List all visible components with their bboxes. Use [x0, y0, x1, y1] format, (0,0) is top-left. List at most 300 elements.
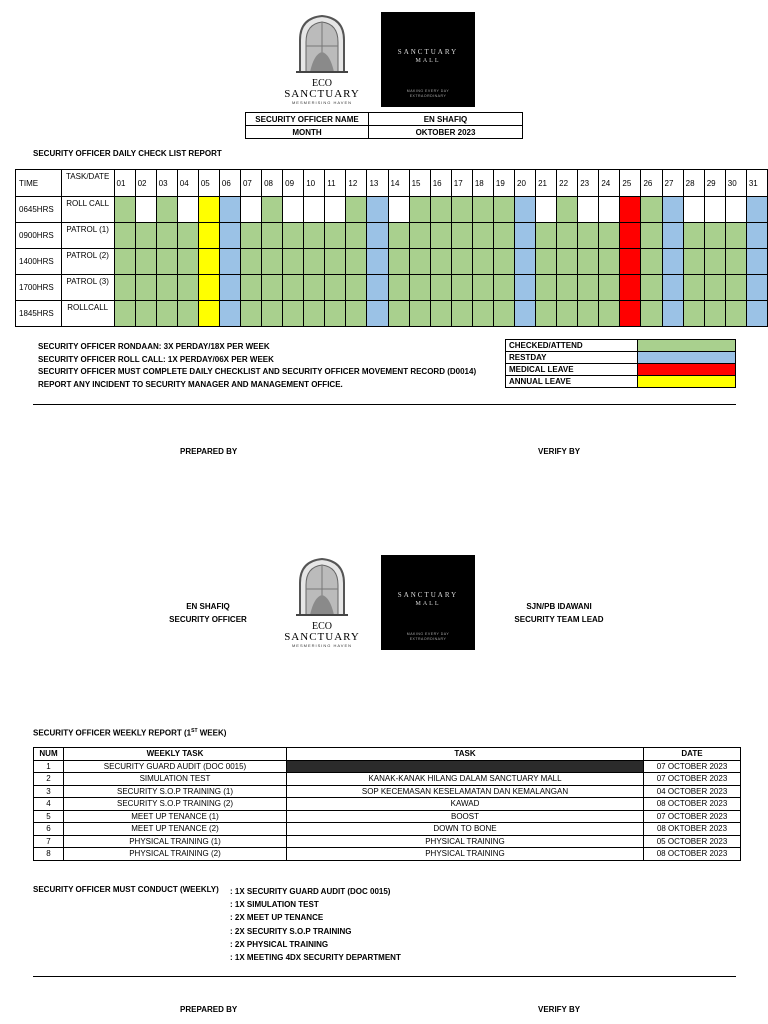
status-cell — [557, 197, 578, 223]
status-cell — [430, 197, 451, 223]
daily-report-title: SECURITY OFFICER DAILY CHECK LIST REPORT — [33, 149, 222, 158]
row-time: 1700HRS — [16, 275, 62, 301]
status-cell — [304, 301, 325, 327]
status-cell — [536, 301, 557, 327]
status-cell — [240, 275, 261, 301]
weekly-row — [34, 810, 741, 823]
status-cell — [430, 223, 451, 249]
day-header: 27 — [662, 170, 683, 197]
row-task: ROLLCALL — [61, 301, 114, 327]
day-header: 22 — [557, 170, 578, 197]
status-cell — [451, 249, 472, 275]
day-header: 25 — [620, 170, 641, 197]
status-cell — [704, 249, 725, 275]
month-value: OKTOBER 2023 — [369, 126, 523, 139]
weekly-header: TASK — [287, 748, 644, 761]
weekly-cell-date: 07 OCTOBER 2023 — [644, 760, 741, 773]
status-cell — [557, 301, 578, 327]
legend-row — [506, 340, 736, 352]
status-cell — [746, 223, 767, 249]
status-cell — [662, 223, 683, 249]
legend-row — [506, 364, 736, 376]
row-time: 1400HRS — [16, 249, 62, 275]
legend-row — [506, 352, 736, 364]
status-cell — [325, 275, 346, 301]
status-cell — [388, 223, 409, 249]
status-cell — [704, 197, 725, 223]
row-time: 0900HRS — [16, 223, 62, 249]
day-header: 20 — [515, 170, 536, 197]
status-cell — [409, 275, 430, 301]
logo-mall-slogan-1: MAKING EVERY DAY — [406, 89, 450, 93]
day-header: 09 — [283, 170, 304, 197]
row-task: PATROL (1) — [61, 223, 114, 249]
status-cell — [704, 275, 725, 301]
logo-eco-text: ECO — [312, 78, 332, 89]
status-cell — [430, 301, 451, 327]
status-cell — [114, 197, 135, 223]
day-header: 12 — [346, 170, 367, 197]
status-cell — [262, 197, 283, 223]
sanctuary-mall-logo — [381, 12, 475, 107]
status-cell — [683, 275, 704, 301]
day-header: 31 — [746, 170, 767, 197]
weekly-cell-num: 4 — [34, 798, 64, 811]
day-header: 24 — [599, 170, 620, 197]
row-time: 1845HRS — [16, 301, 62, 327]
status-cell — [262, 249, 283, 275]
status-cell — [135, 275, 156, 301]
legend-swatch — [638, 352, 736, 364]
status-cell — [472, 197, 493, 223]
status-cell — [472, 249, 493, 275]
weekly-cell-weekly-task: MEET UP TENANCE (2) — [64, 823, 287, 836]
weekly-cell-num: 8 — [34, 848, 64, 861]
status-cell — [346, 301, 367, 327]
weekly-row — [34, 760, 741, 773]
status-cell — [746, 301, 767, 327]
status-cell — [620, 197, 641, 223]
status-cell — [493, 197, 514, 223]
weekly-report-title — [33, 728, 226, 738]
day-header: 15 — [409, 170, 430, 197]
conduct-item: : 1X SIMULATION TEST — [230, 900, 319, 910]
status-cell — [135, 249, 156, 275]
status-cell — [135, 197, 156, 223]
status-cell — [198, 275, 219, 301]
status-cell — [746, 249, 767, 275]
status-cell — [515, 223, 536, 249]
status-cell — [725, 301, 746, 327]
status-cell — [557, 249, 578, 275]
status-cell — [515, 301, 536, 327]
officer-info-table — [245, 112, 523, 139]
legend-label: RESTDAY — [506, 352, 638, 364]
weekly-cell-num: 6 — [34, 823, 64, 836]
day-header: 03 — [156, 170, 177, 197]
conduct-item: : 1X SECURITY GUARD AUDIT (DOC 0015) — [230, 887, 391, 896]
status-cell — [578, 301, 599, 327]
weekly-cell-date: 08 OCTOBER 2023 — [644, 848, 741, 861]
legend-label: MEDICAL LEAVE — [506, 364, 638, 376]
weekly-cell-weekly-task: SECURITY S.O.P TRAINING (1) — [64, 785, 287, 798]
status-cell — [620, 223, 641, 249]
time-header: TIME — [16, 170, 62, 197]
status-cell — [156, 249, 177, 275]
day-header: 26 — [641, 170, 662, 197]
conduct-item: : 2X SECURITY S.O.P TRAINING — [230, 926, 352, 936]
status-cell — [114, 301, 135, 327]
status-cell — [346, 223, 367, 249]
legend-label: ANNUAL LEAVE — [506, 376, 638, 388]
row-time: 0645HRS — [16, 197, 62, 223]
status-cell — [578, 249, 599, 275]
status-cell — [536, 275, 557, 301]
weekly-cell-weekly-task: PHYSICAL TRAINING (2) — [64, 848, 287, 861]
day-header: 17 — [451, 170, 472, 197]
weekly-cell-weekly-task: PHYSICAL TRAINING (1) — [64, 835, 287, 848]
day-header: 10 — [304, 170, 325, 197]
row-task: ROLL CALL — [61, 197, 114, 223]
weekly-header: NUM — [34, 748, 64, 761]
officer-name-value: EN SHAFIQ — [369, 113, 523, 126]
status-cell — [240, 301, 261, 327]
status-cell — [725, 249, 746, 275]
status-cell — [219, 301, 240, 327]
weekly-cell-num: 7 — [34, 835, 64, 848]
left-signatory — [150, 600, 266, 626]
status-cell — [725, 223, 746, 249]
status-cell — [262, 275, 283, 301]
weekly-cell-task: KAWAD — [287, 798, 644, 811]
status-cell — [536, 197, 557, 223]
divider — [33, 976, 736, 977]
weekly-row — [34, 823, 741, 836]
status-cell — [409, 301, 430, 327]
right-signatory-role: SECURITY TEAM LEAD — [514, 615, 604, 624]
weekly-cell-date: 05 OCTOBER 2023 — [644, 835, 741, 848]
status-cell — [641, 301, 662, 327]
status-cell — [683, 223, 704, 249]
weekly-cell-num: 1 — [34, 760, 64, 773]
status-cell — [114, 249, 135, 275]
sanctuary-mall-logo-2 — [381, 555, 475, 650]
legend-table — [505, 339, 736, 388]
status-cell — [557, 223, 578, 249]
status-cell — [493, 249, 514, 275]
note-line: SECURITY OFFICER ROLL CALL: 1X PERDAY/06X PER WEEK — [38, 354, 274, 364]
status-cell — [599, 197, 620, 223]
conduct-item: : 2X MEET UP TENANCE — [230, 913, 324, 923]
status-cell — [283, 275, 304, 301]
right-signatory-name: SJN/PB IDAWANI — [526, 602, 592, 611]
status-cell — [662, 275, 683, 301]
status-cell — [430, 275, 451, 301]
day-header: 19 — [493, 170, 514, 197]
day-header: 14 — [388, 170, 409, 197]
status-cell — [325, 249, 346, 275]
status-cell — [472, 275, 493, 301]
chapel-window-icon — [292, 12, 352, 74]
status-cell — [156, 223, 177, 249]
day-header: 30 — [725, 170, 746, 197]
weekly-cell-weekly-task: SIMULATION TEST — [64, 773, 287, 786]
weekly-cell-date: 08 OCTOBER 2023 — [644, 798, 741, 811]
status-cell — [388, 249, 409, 275]
status-cell — [599, 301, 620, 327]
status-cell — [620, 301, 641, 327]
status-cell — [304, 197, 325, 223]
weekly-header: DATE — [644, 748, 741, 761]
status-cell — [367, 275, 388, 301]
logo-mall-line1: SANCTUARY — [397, 48, 459, 56]
status-cell — [219, 197, 240, 223]
status-cell — [240, 223, 261, 249]
legend-row — [506, 376, 736, 388]
weekly-row — [34, 835, 741, 848]
weekly-cell-weekly-task: SECURITY S.O.P TRAINING (2) — [64, 798, 287, 811]
status-cell — [409, 223, 430, 249]
status-cell — [704, 223, 725, 249]
legend-swatch — [638, 376, 736, 388]
logo-mall-line2: MALL — [415, 58, 441, 64]
logo-tagline: MESMERISING HAVEN — [291, 643, 353, 648]
day-header: 02 — [135, 170, 156, 197]
status-cell — [578, 197, 599, 223]
weekly-report-table — [33, 747, 741, 861]
status-cell — [177, 197, 198, 223]
weekly-row — [34, 785, 741, 798]
left-signatory-role: SECURITY OFFICER — [169, 615, 247, 624]
status-cell — [746, 275, 767, 301]
status-cell — [388, 197, 409, 223]
status-cell — [198, 223, 219, 249]
status-cell — [746, 197, 767, 223]
weekly-cell-date: 07 OCTOBER 2023 — [644, 810, 741, 823]
status-cell — [114, 275, 135, 301]
status-cell — [388, 275, 409, 301]
logo-mall-slogan-1: MAKING EVERY DAY — [406, 632, 450, 636]
weekly-cell-weekly-task: MEET UP TENANCE (1) — [64, 810, 287, 823]
notes-block — [38, 341, 476, 391]
status-cell — [451, 275, 472, 301]
status-cell — [599, 249, 620, 275]
day-header: 28 — [683, 170, 704, 197]
status-cell — [135, 223, 156, 249]
conduct-item: : 2X PHYSICAL TRAINING — [230, 939, 329, 949]
status-cell — [683, 197, 704, 223]
status-cell — [493, 223, 514, 249]
status-cell — [641, 249, 662, 275]
status-cell — [367, 223, 388, 249]
weekly-cell-task: DOWN TO BONE — [287, 823, 644, 836]
status-cell — [409, 249, 430, 275]
weekly-cell-num: 2 — [34, 773, 64, 786]
status-cell — [177, 275, 198, 301]
status-cell — [283, 197, 304, 223]
status-cell — [536, 223, 557, 249]
status-cell — [515, 275, 536, 301]
status-cell — [557, 275, 578, 301]
status-cell — [662, 249, 683, 275]
row-task: PATROL (2) — [61, 249, 114, 275]
status-cell — [704, 301, 725, 327]
weekly-row — [34, 773, 741, 786]
note-line: SECURITY OFFICER RONDAAN: 3X PERDAY/18X PER WEEK — [38, 342, 270, 351]
status-cell — [198, 197, 219, 223]
logo-eco-text: ECO — [312, 621, 332, 632]
status-cell — [641, 197, 662, 223]
status-cell — [240, 197, 261, 223]
weekly-title-post: WEEK) — [197, 728, 227, 738]
status-cell — [346, 275, 367, 301]
verify-by-label: VERIFY BY — [538, 447, 581, 456]
status-cell — [662, 197, 683, 223]
status-cell — [304, 223, 325, 249]
status-cell — [177, 223, 198, 249]
status-cell — [430, 249, 451, 275]
conduct-list — [230, 885, 401, 964]
logo-sanctuary-text: SANCTUARY — [284, 88, 360, 100]
status-cell — [578, 275, 599, 301]
right-signatory — [500, 600, 618, 626]
status-cell — [177, 301, 198, 327]
status-cell — [620, 275, 641, 301]
prepared-by-label: PREPARED BY — [180, 447, 238, 456]
status-cell — [219, 223, 240, 249]
status-cell — [725, 197, 746, 223]
status-cell — [578, 223, 599, 249]
day-header: 11 — [325, 170, 346, 197]
day-header: 21 — [536, 170, 557, 197]
logo-mall-slogan — [381, 632, 475, 642]
weekly-cell-num: 5 — [34, 810, 64, 823]
weekly-cell-date: 08 OKTOBER 2023 — [644, 823, 741, 836]
status-cell — [262, 223, 283, 249]
weekly-cell-task: KANAK-KANAK HILANG DALAM SANCTUARY MALL — [287, 773, 644, 786]
status-cell — [641, 275, 662, 301]
status-cell — [325, 223, 346, 249]
status-cell — [493, 275, 514, 301]
status-cell — [135, 301, 156, 327]
weekly-cell-weekly-task: SECURITY GUARD AUDIT (DOC 0015) — [64, 760, 287, 773]
divider — [33, 404, 736, 405]
schedule-row — [16, 249, 768, 275]
task-header: TASK/DATE — [61, 170, 114, 197]
day-header: 01 — [114, 170, 135, 197]
weekly-row — [34, 798, 741, 811]
logo-mall-slogan-2: EXTRAORDINARY — [409, 94, 447, 98]
weekly-cell-task — [287, 760, 644, 773]
status-cell — [114, 223, 135, 249]
status-cell — [219, 249, 240, 275]
status-cell — [177, 249, 198, 275]
status-cell — [409, 197, 430, 223]
status-cell — [346, 197, 367, 223]
status-cell — [493, 301, 514, 327]
weekly-cell-task: BOOST — [287, 810, 644, 823]
weekly-cell-date: 04 OCTOBER 2023 — [644, 785, 741, 798]
weekly-row — [34, 848, 741, 861]
daily-checklist-grid — [15, 169, 768, 327]
weekly-cell-date: 07 OCTOBER 2023 — [644, 773, 741, 786]
day-header: 06 — [219, 170, 240, 197]
day-header: 08 — [262, 170, 283, 197]
status-cell — [198, 301, 219, 327]
day-header: 05 — [198, 170, 219, 197]
chapel-window-icon — [292, 555, 352, 617]
day-header: 13 — [367, 170, 388, 197]
conduct-label: SECURITY OFFICER MUST CONDUCT (WEEKLY) — [33, 885, 219, 894]
status-cell — [683, 249, 704, 275]
logo-mall-slogan-2: EXTRAORDINARY — [409, 637, 447, 641]
status-cell — [599, 223, 620, 249]
status-cell — [599, 275, 620, 301]
logo-tagline: MESMERISING HAVEN — [291, 100, 353, 105]
status-cell — [156, 197, 177, 223]
status-cell — [283, 223, 304, 249]
logo-mall-slogan — [381, 89, 475, 99]
status-cell — [367, 197, 388, 223]
row-task: PATROL (3) — [61, 275, 114, 301]
status-cell — [283, 249, 304, 275]
status-cell — [240, 249, 261, 275]
status-cell — [662, 301, 683, 327]
schedule-row — [16, 275, 768, 301]
weekly-cell-task: SOP KECEMASAN KESELAMATAN DAN KEMALANGAN — [287, 785, 644, 798]
day-header: 29 — [704, 170, 725, 197]
logo-sanctuary-text: SANCTUARY — [284, 631, 360, 643]
legend-label: CHECKED/ATTEND — [506, 340, 638, 352]
status-cell — [346, 249, 367, 275]
prepared-by-label: PREPARED BY — [180, 1005, 238, 1014]
status-cell — [472, 223, 493, 249]
status-cell — [451, 223, 472, 249]
status-cell — [156, 275, 177, 301]
day-header: 04 — [177, 170, 198, 197]
legend-swatch — [638, 364, 736, 376]
weekly-cell-task: PHYSICAL TRAINING — [287, 848, 644, 861]
status-cell — [367, 301, 388, 327]
status-cell — [304, 275, 325, 301]
legend-swatch — [638, 340, 736, 352]
note-line: SECURITY OFFICER MUST COMPLETE DAILY CHECKLIST AND SECURITY OFFICER MOVEMENT RECORD (D0014) — [38, 367, 477, 376]
logo-mall-line2: MALL — [415, 601, 441, 607]
status-cell — [198, 249, 219, 275]
status-cell — [304, 249, 325, 275]
status-cell — [262, 301, 283, 327]
weekly-header: WEEKLY TASK — [64, 748, 287, 761]
logo-mall-line1: SANCTUARY — [397, 591, 459, 599]
note-line: REPORT ANY INCIDENT TO SECURITY MANAGER AND MANAGEMENT OFFICE. — [38, 379, 343, 389]
status-cell — [367, 249, 388, 275]
status-cell — [725, 275, 746, 301]
status-cell — [219, 275, 240, 301]
weekly-cell-num: 3 — [34, 785, 64, 798]
status-cell — [451, 301, 472, 327]
schedule-row — [16, 223, 768, 249]
schedule-row — [16, 301, 768, 327]
day-header: 16 — [430, 170, 451, 197]
status-cell — [620, 249, 641, 275]
officer-name-label: SECURITY OFFICER NAME — [246, 113, 369, 126]
status-cell — [156, 301, 177, 327]
status-cell — [283, 301, 304, 327]
left-signatory-name: EN SHAFIQ — [186, 602, 230, 611]
status-cell — [472, 301, 493, 327]
status-cell — [536, 249, 557, 275]
status-cell — [388, 301, 409, 327]
